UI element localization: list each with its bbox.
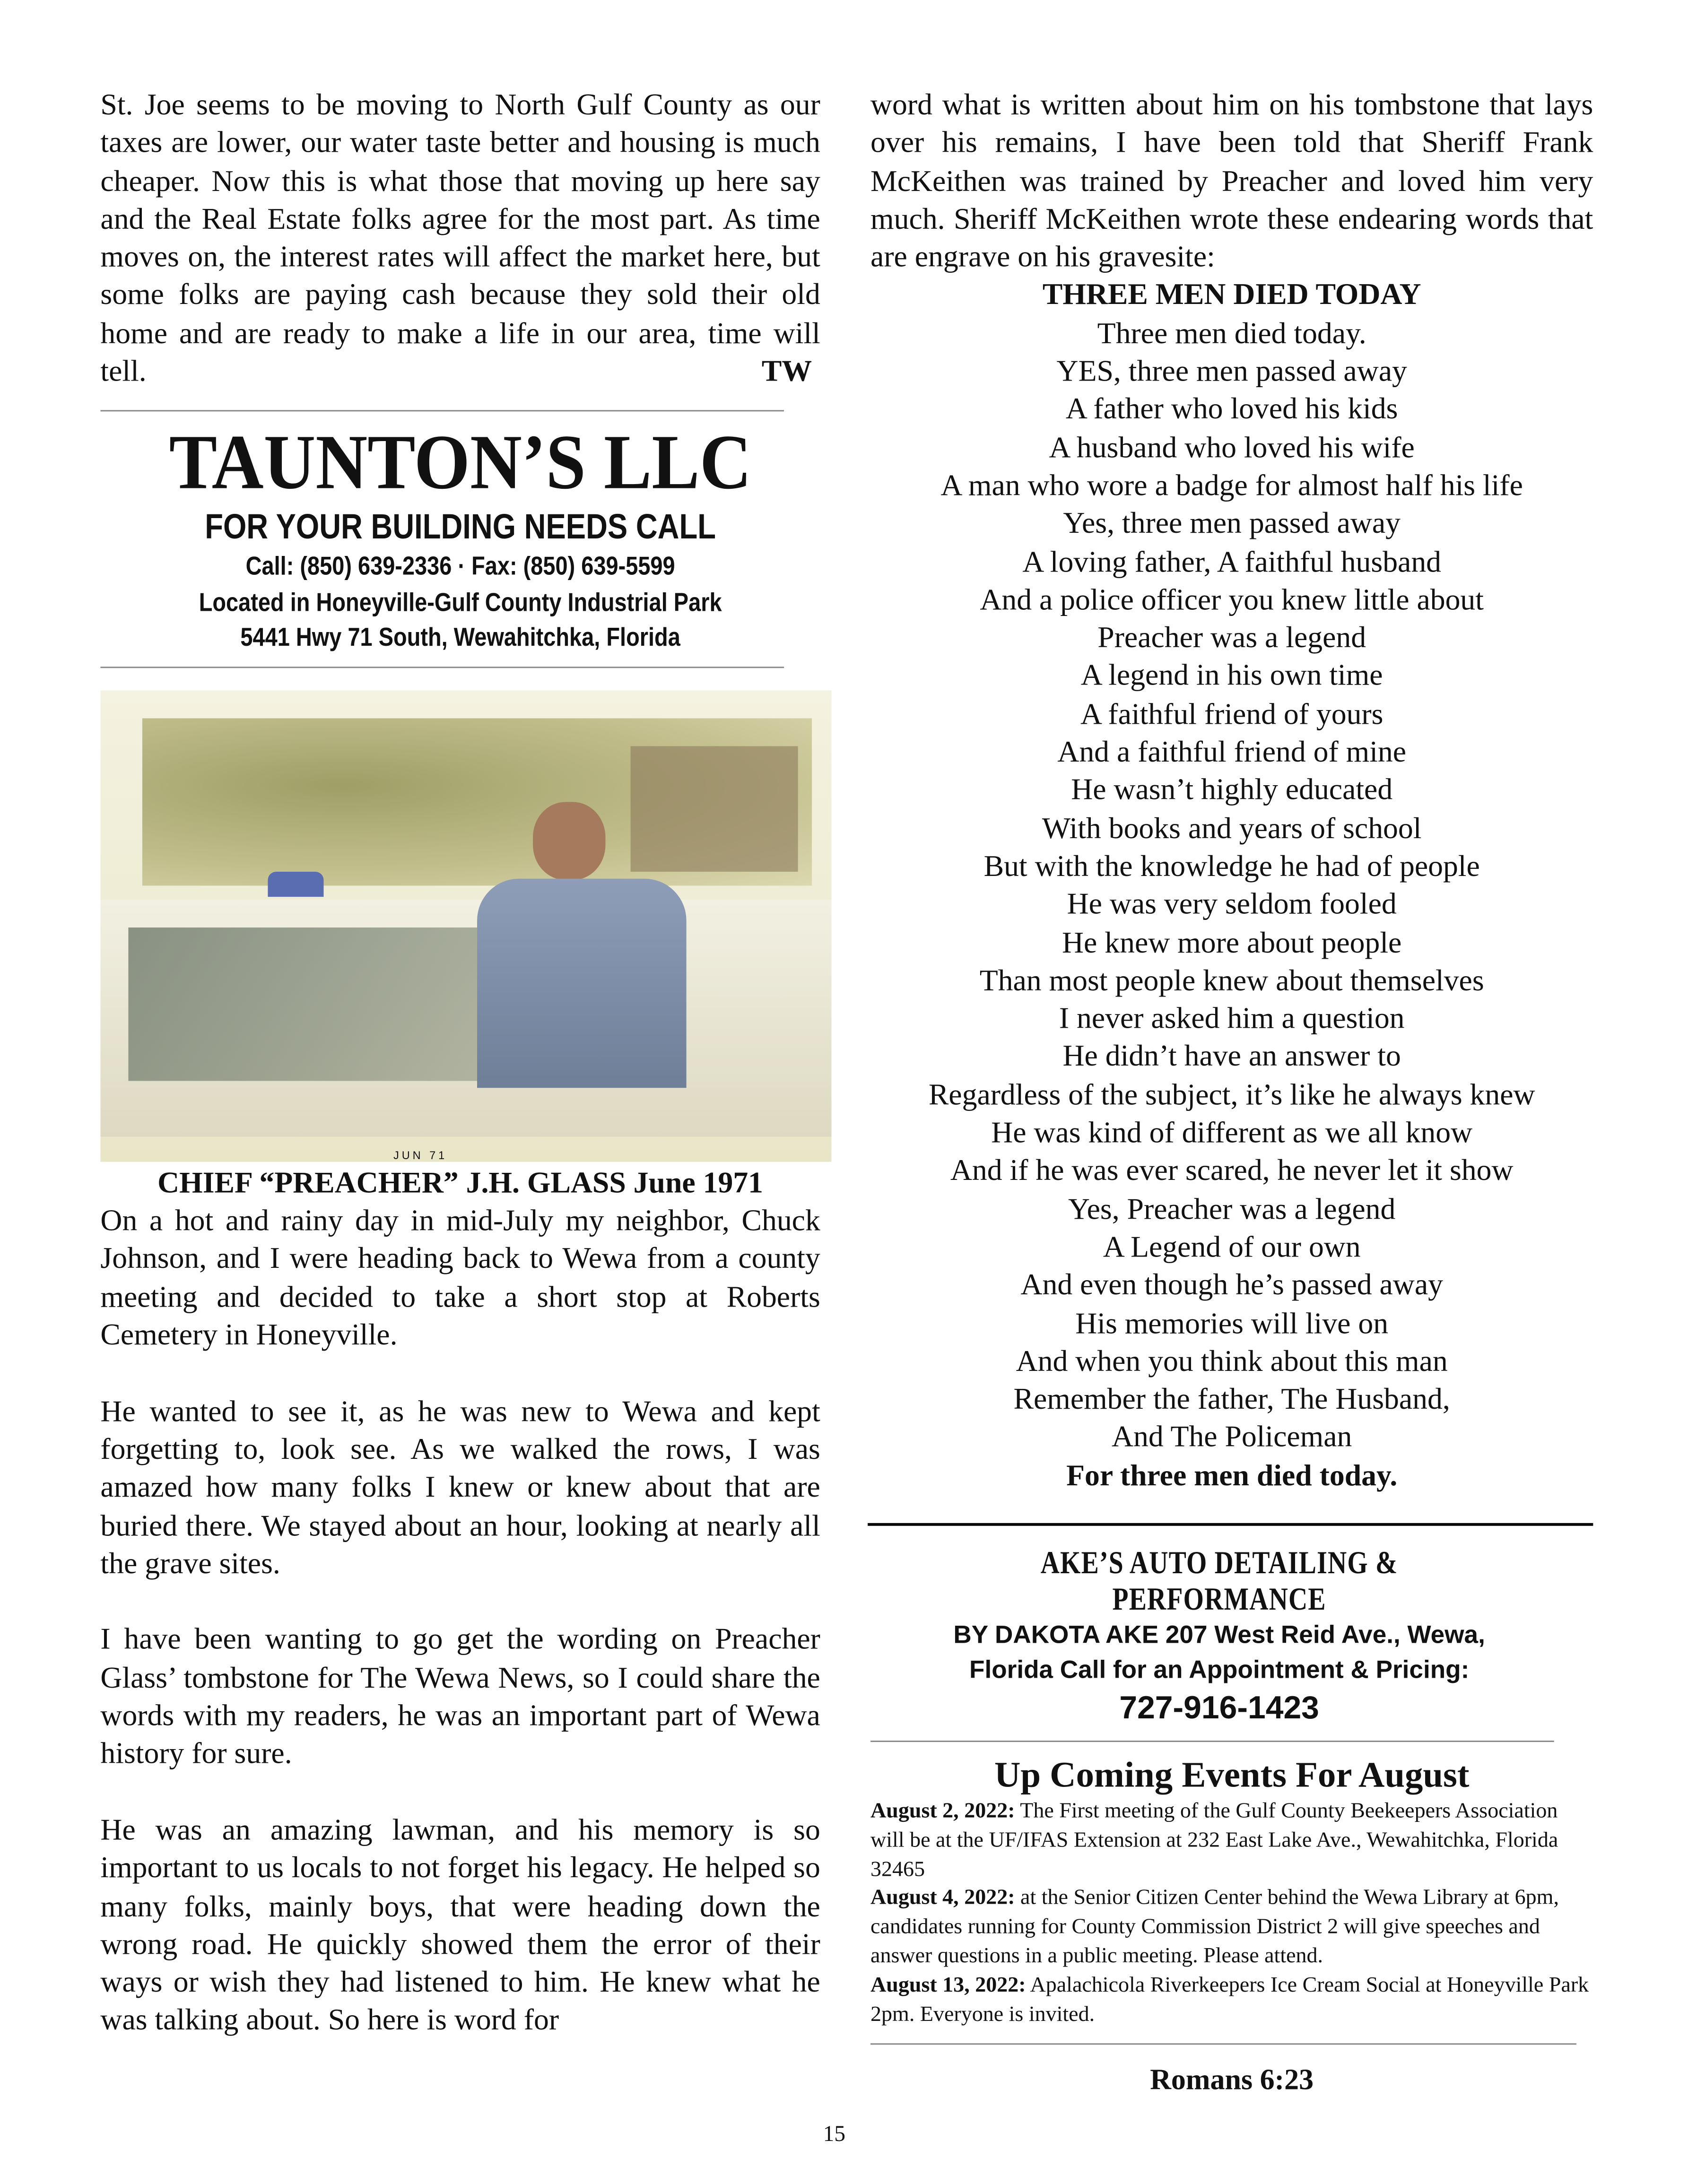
intro-paragraph: St. Joe seems to be moving to North Gulf County as our taxes are lower, our water taste better and housing is much cheaper. Now this is what those that moving up here say and the Real Estate folks agree for the most part. As time moves on, the interest rates will affect the market here, but some folks are paying cash because they sold their old home and are ready to make a life in our area, time will tell. TW	[100, 87, 820, 391]
thick-divider	[868, 1523, 1593, 1526]
divider	[870, 2044, 1576, 2045]
poem-line: But with the knowledge he had of people	[983, 849, 1480, 883]
poem-line: Remember the father, The Husband,	[1013, 1382, 1450, 1416]
poem-line: He knew more about people	[1062, 925, 1402, 959]
article-paragraph: I have been wanting to go get the wording on Preacher Glass’ tombstone for The Wewa News, so I could share the words with my readers, he was an important part of Wewa history for sure.	[100, 1622, 820, 1771]
poem-line: A husband who loved his wife	[1049, 430, 1415, 464]
article-paragraph: On a hot and rainy day in mid-July my neighbor, Chuck Johnson, and I were heading back to Wewa from a county meeting and decided to take a short stop at Roberts Cemetery in Honeyville.	[100, 1204, 820, 1352]
right-column	[870, 87, 1593, 2100]
poem-line: With books and years of school	[1042, 811, 1422, 845]
events-list	[870, 1798, 1593, 2030]
event-item	[870, 1885, 1593, 1972]
ad-line: BY DAKOTA AKE 207 West Reid Ave., Wewa,	[953, 1621, 1485, 1649]
event-text: Apalachicola Riverkeepers Ice Cream Social at Honeyville Park 2pm. Everyone is invited.	[870, 1973, 1589, 2026]
poem-line: His memories will live on	[1075, 1306, 1389, 1340]
ad-title: AKE’S AUTO DETAILING & PERFORMANCE	[1040, 1545, 1398, 1617]
poem-line: A legend in his own time	[1080, 659, 1383, 693]
poem-line: And even though he’s passed away	[1020, 1268, 1443, 1302]
tauntons-ad	[100, 420, 820, 655]
chief-photo	[100, 690, 831, 1161]
left-column	[100, 87, 820, 2040]
divider	[870, 1741, 1554, 1742]
article-paragraph: He was an amazing lawman, and his memory is so important to us locals to not forget his legacy. He helped so many folks, mainly boys, that were heading down the wrong road. He quickly showed them the error of their ways or wish they had listened to him. He knew what he was talking about. So here is word for	[100, 1813, 820, 2037]
ad-title: TAUNTON’S LLC	[169, 420, 752, 507]
poem-line: He didn’t have an answer to	[1062, 1040, 1401, 1074]
event-item	[870, 1798, 1593, 1885]
car-window	[128, 927, 477, 1081]
poem-line: And The Policeman	[1111, 1420, 1352, 1454]
building-background	[631, 746, 798, 872]
poem-line: He wasn’t highly educated	[1071, 773, 1393, 807]
ad-phone: Call: (850) 639-2336 · Fax: (850) 639-5599	[245, 551, 675, 581]
event-text: The First meeting of the Gulf County Beekeepers Association will be at the UF/IFAS Extension at 232 East Lake Ave., Wewahitchka, Florida 32465	[870, 1799, 1558, 1881]
poem-line: He was very seldom fooled	[1067, 887, 1397, 921]
ad-phone: 727-916-1423	[1119, 1689, 1319, 1725]
article-paragraph: He wanted to see it, as he was new to Wewa and kept forgetting to, look see. As we walked the rows, I was amazed how many folks I knew or knew about that are buried there. We stayed about an hour, looking at nearly all the grave sites.	[100, 1394, 820, 1580]
officer-head	[533, 802, 605, 880]
officer-uniform	[477, 878, 687, 1088]
events-heading: Up Coming Events For August	[994, 1754, 1470, 1795]
photo-caption: CHIEF “PREACHER” J.H. GLASS June 1971	[157, 1166, 764, 1199]
poem-line: A Legend of our own	[1103, 1230, 1361, 1264]
poem-line: He was kind of different as we all know	[991, 1116, 1473, 1150]
poem-line: Preacher was a legend	[1097, 621, 1366, 655]
event-date: August 2, 2022:	[870, 1799, 1015, 1823]
poem-line: And a police officer you knew little about	[980, 582, 1484, 616]
poem-line: And when you think about this man	[1016, 1344, 1448, 1378]
poem-last-line: For three men died today.	[1066, 1458, 1398, 1492]
poem-line: A faithful friend of yours	[1080, 697, 1383, 731]
bible-verse: Romans 6:23	[1150, 2063, 1314, 2097]
page-number: 15	[823, 2123, 845, 2147]
poem-line: YES, three men passed away	[1056, 354, 1407, 388]
divider	[100, 667, 784, 668]
photo-date-stamp: JUN 71	[393, 1149, 448, 1162]
divider	[100, 411, 784, 412]
poem-line: Regardless of the subject, it’s like he always knew	[928, 1077, 1535, 1111]
event-date: August 13, 2022:	[870, 1973, 1026, 1997]
event-item	[870, 1972, 1593, 2030]
author-signature: TW	[761, 354, 812, 388]
ad-address: 5441 Hwy 71 South, Wewahitchka, Florida	[240, 622, 680, 652]
poem-line: I never asked him a question	[1059, 1001, 1405, 1035]
poem-line: Three men died today.	[1097, 316, 1366, 350]
poem-line: A father who loved his kids	[1065, 392, 1398, 426]
poem-line: Than most people knew about themselves	[979, 963, 1484, 997]
poem-line: Yes, Preacher was a legend	[1068, 1192, 1396, 1226]
ad-subtitle: FOR YOUR BUILDING NEEDS CALL	[205, 508, 716, 547]
poem	[870, 315, 1593, 1457]
ad-line: Florida Call for an Appointment & Pricing:	[969, 1655, 1470, 1684]
article-continuation: word what is written about him on his tombstone that lays over his remains, I have been told that Sheriff Frank McKeithen was trained by Preacher and loved him very much. Sheriff McKeithen wrote these endearing words that are engrave on his gravesite:	[870, 87, 1593, 274]
poem-title: THREE MEN DIED TODAY	[1042, 278, 1421, 312]
poem-line: A loving father, A faithful husband	[1022, 545, 1442, 579]
poem-line: And if he was ever scared, he never let it show	[950, 1153, 1514, 1187]
poem-line: And a faithful friend of mine	[1057, 735, 1407, 769]
poem-line: Yes, three men passed away	[1063, 506, 1401, 540]
akes-ad	[870, 1545, 1568, 1727]
event-date: August 4, 2022:	[870, 1886, 1015, 1910]
siren-light	[268, 872, 323, 897]
event-text: at the Senior Citizen Center behind the Wewa Library at 6pm, candidates running for County Commission District 2 will give speeches and answer questions in a public meeting. Please attend.	[870, 1886, 1559, 1968]
poem-line: A man who wore a badge for almost half his life	[940, 468, 1523, 503]
ad-location: Located in Honeyville-Gulf County Industrial Park	[199, 587, 722, 616]
